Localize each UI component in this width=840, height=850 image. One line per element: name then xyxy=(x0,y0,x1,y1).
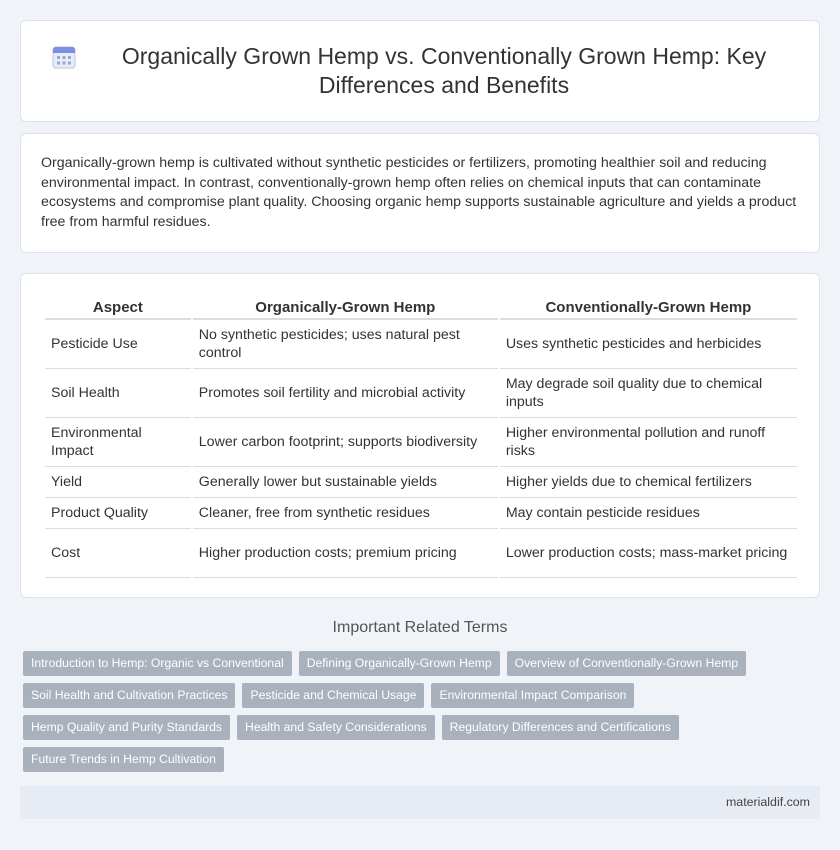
table-cell: Soil Health xyxy=(45,369,191,418)
table-header-row xyxy=(45,298,797,320)
table-cell: Environmental Impact xyxy=(45,418,191,467)
header-card xyxy=(20,20,820,122)
table-cell: Higher production costs; premium pricing xyxy=(193,529,498,578)
table-cell: May degrade soil quality due to chemical inputs xyxy=(500,369,797,418)
table-cell: Uses synthetic pesticides and herbicides xyxy=(500,320,797,369)
table-cell: Lower carbon footprint; supports biodiversity xyxy=(193,418,498,467)
page-title: Organically Grown Hemp vs. Conventionally Grown Hemp: Key Differences and Benefits xyxy=(121,43,767,98)
related-term-tag[interactable]: Hemp Quality and Purity Standards xyxy=(23,715,230,740)
footer xyxy=(20,786,820,819)
table-cell: May contain pesticide residues xyxy=(500,498,797,529)
related-term-tag[interactable]: Regulatory Differences and Certifications xyxy=(442,715,679,740)
column-header: Organically-Grown Hemp xyxy=(193,298,498,320)
table-cell: Product Quality xyxy=(45,498,191,529)
intro-paragraph: Organically-grown hemp is cultivated without synthetic pesticides or fertilizers, promoting healthier soil and reducing environmental impact. In contrast, conventionally-grown hemp often relies on chemical inputs that can contaminate ecosystems and compromise plant quality. Choosing organic hemp supports sustainable agriculture and yields a product free from harmful residues. xyxy=(41,155,797,230)
comparison-table xyxy=(43,298,799,578)
table-row xyxy=(45,320,797,369)
related-terms-title: Important Related Terms xyxy=(332,619,508,636)
related-term-tag[interactable]: Defining Organically-Grown Hemp xyxy=(299,651,500,676)
table-row xyxy=(45,529,797,578)
table-row xyxy=(45,418,797,467)
table-cell: Lower production costs; mass-market pricing xyxy=(500,529,797,578)
table-cell: Generally lower but sustainable yields xyxy=(193,467,498,498)
table-cell: Higher environmental pollution and runoff risks xyxy=(500,418,797,467)
related-term-tag[interactable]: Environmental Impact Comparison xyxy=(431,683,634,708)
related-term-tag[interactable]: Soil Health and Cultivation Practices xyxy=(23,683,235,708)
table-cell: No synthetic pesticides; uses natural pest control xyxy=(193,320,498,369)
table-cell: Pesticide Use xyxy=(45,320,191,369)
table-cell: Yield xyxy=(45,467,191,498)
table-cell: Cost xyxy=(45,529,191,578)
related-terms-list xyxy=(23,651,813,779)
table-row xyxy=(45,498,797,529)
table-cell: Higher yields due to chemical fertilizers xyxy=(500,467,797,498)
table-cell: Cleaner, free from synthetic residues xyxy=(193,498,498,529)
related-term-tag[interactable]: Pesticide and Chemical Usage xyxy=(242,683,424,708)
column-header: Aspect xyxy=(45,298,191,320)
table-row xyxy=(45,369,797,418)
table-row xyxy=(45,467,797,498)
related-term-tag[interactable]: Health and Safety Considerations xyxy=(237,715,435,740)
table-cell: Promotes soil fertility and microbial activity xyxy=(193,369,498,418)
calendar-icon xyxy=(51,44,77,70)
related-term-tag[interactable]: Overview of Conventionally-Grown Hemp xyxy=(507,651,747,676)
comparison-card xyxy=(20,273,820,598)
related-term-tag[interactable]: Future Trends in Hemp Cultivation xyxy=(23,747,224,772)
related-term-tag[interactable]: Introduction to Hemp: Organic vs Conventional xyxy=(23,651,292,676)
intro-card xyxy=(20,133,820,253)
footer-site-link[interactable]: materialdif.com xyxy=(725,795,810,809)
column-header: Conventionally-Grown Hemp xyxy=(500,298,797,320)
